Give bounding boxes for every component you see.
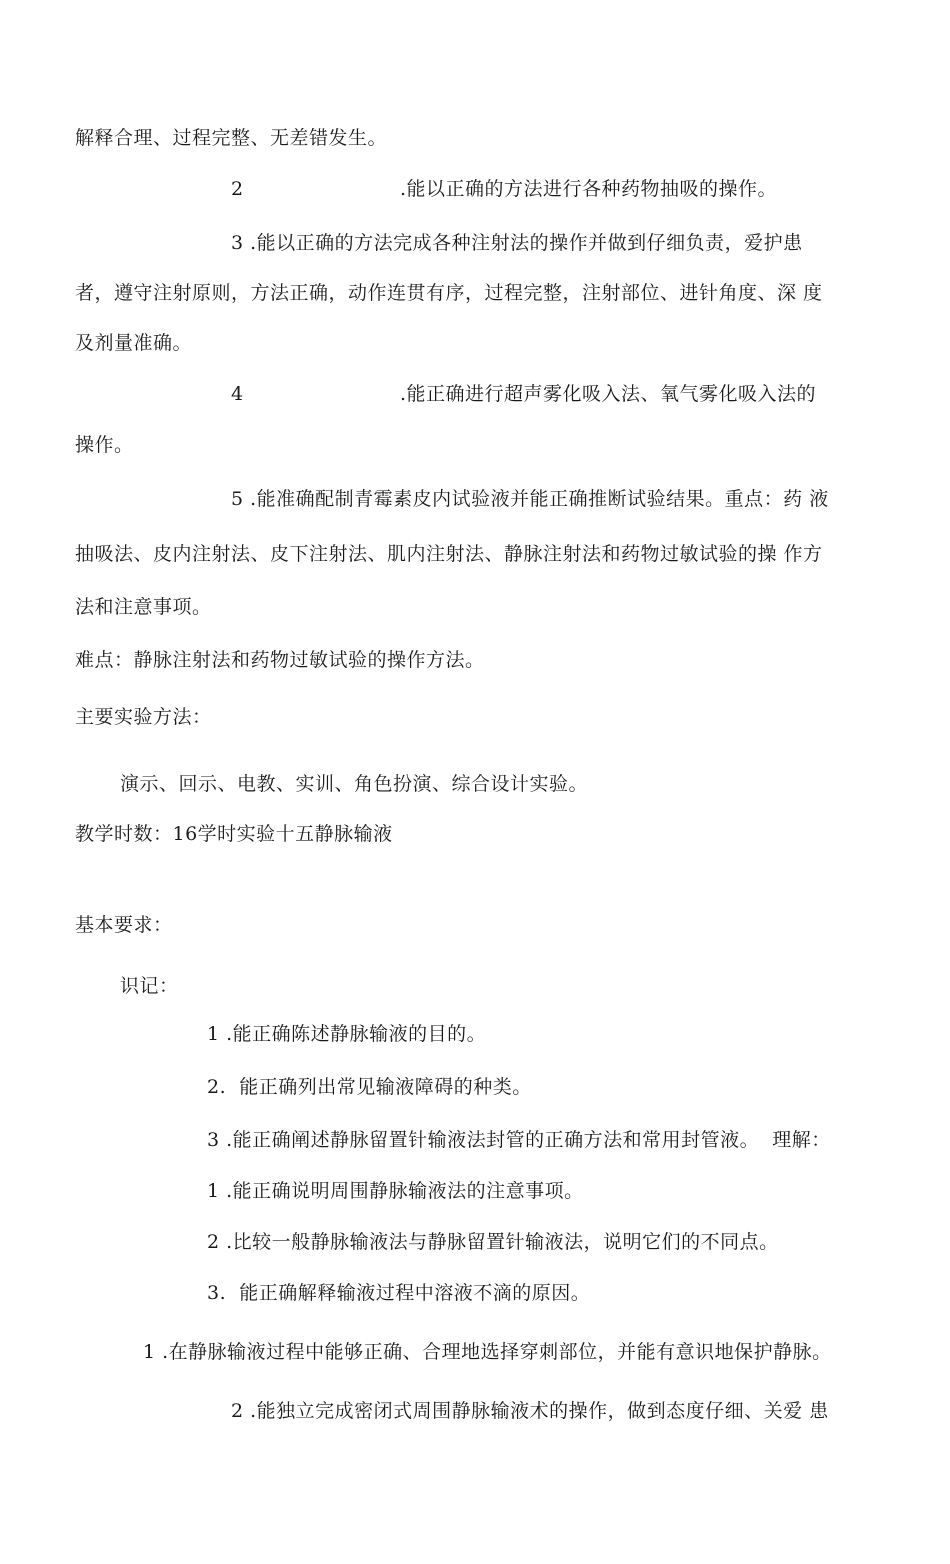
text-line: 教学时数：16学时实验十五静脉输液 — [75, 823, 393, 845]
list-item: 3 .能正确阐述静脉留置针输液法封管的正确方法和常用封管液。 理解： — [207, 1129, 831, 1151]
list-item-number: 2 — [231, 178, 244, 200]
list-item: 3. 能正确解释输液过程中溶液不滴的原因。 — [207, 1282, 591, 1304]
list-item: 1 .在静脉输液过程中能够正确、合理地选择穿刺部位，并能有意识地保护静脉。 — [143, 1341, 832, 1363]
section-heading: 基本要求： — [75, 914, 173, 936]
text-line: 及剂量准确。 — [75, 332, 193, 354]
list-item: 1 .能正确陈述静脉输液的目的。 — [207, 1023, 487, 1045]
text-line: 难点：静脉注射法和药物过敏试验的操作方法。 — [75, 649, 485, 671]
subsection-heading: 识记： — [120, 975, 179, 997]
list-item: 3 .能以正确的方法完成各种注射法的操作并做到仔细负责，爱护患 — [231, 232, 803, 254]
list-item-number: 4 — [231, 383, 244, 405]
list-item: 5 .能准确配制青霉素皮内试验液并能正确推断试验结果。重点：药 液 — [231, 488, 829, 510]
text-line: 演示、回示、电教、实训、角色扮演、综合设计实验。 — [120, 773, 589, 795]
list-item: 2. 能正确列出常见输液障碍的种类。 — [207, 1076, 532, 1098]
list-item: 2 .能独立完成密闭式周围静脉输液术的操作，做到态度仔细、关爱 患 — [231, 1400, 829, 1422]
text-line: 法和注意事项。 — [75, 596, 212, 618]
list-item-text: .能以正确的方法进行各种药物抽吸的操作。 — [400, 178, 778, 200]
text-line: 操作。 — [75, 434, 134, 456]
list-item-text: .能正确进行超声雾化吸入法、氧气雾化吸入法的 — [400, 383, 817, 405]
text-line: 抽吸法、皮内注射法、皮下注射法、肌内注射法、静脉注射法和药物过敏试验的操 作方 — [75, 543, 823, 565]
list-item: 2 .比较一般静脉输液法与静脉留置针输液法，说明它们的不同点。 — [207, 1231, 779, 1253]
section-heading: 主要实验方法： — [75, 706, 212, 728]
text-line: 解释合理、过程完整、无差错发生。 — [75, 127, 388, 149]
text-line: 者，遵守注射原则，方法正确，动作连贯有序，过程完整，注射部位、进针角度、深 度 — [75, 282, 823, 304]
list-item: 1 .能正确说明周围静脉输液法的注意事项。 — [207, 1180, 584, 1202]
